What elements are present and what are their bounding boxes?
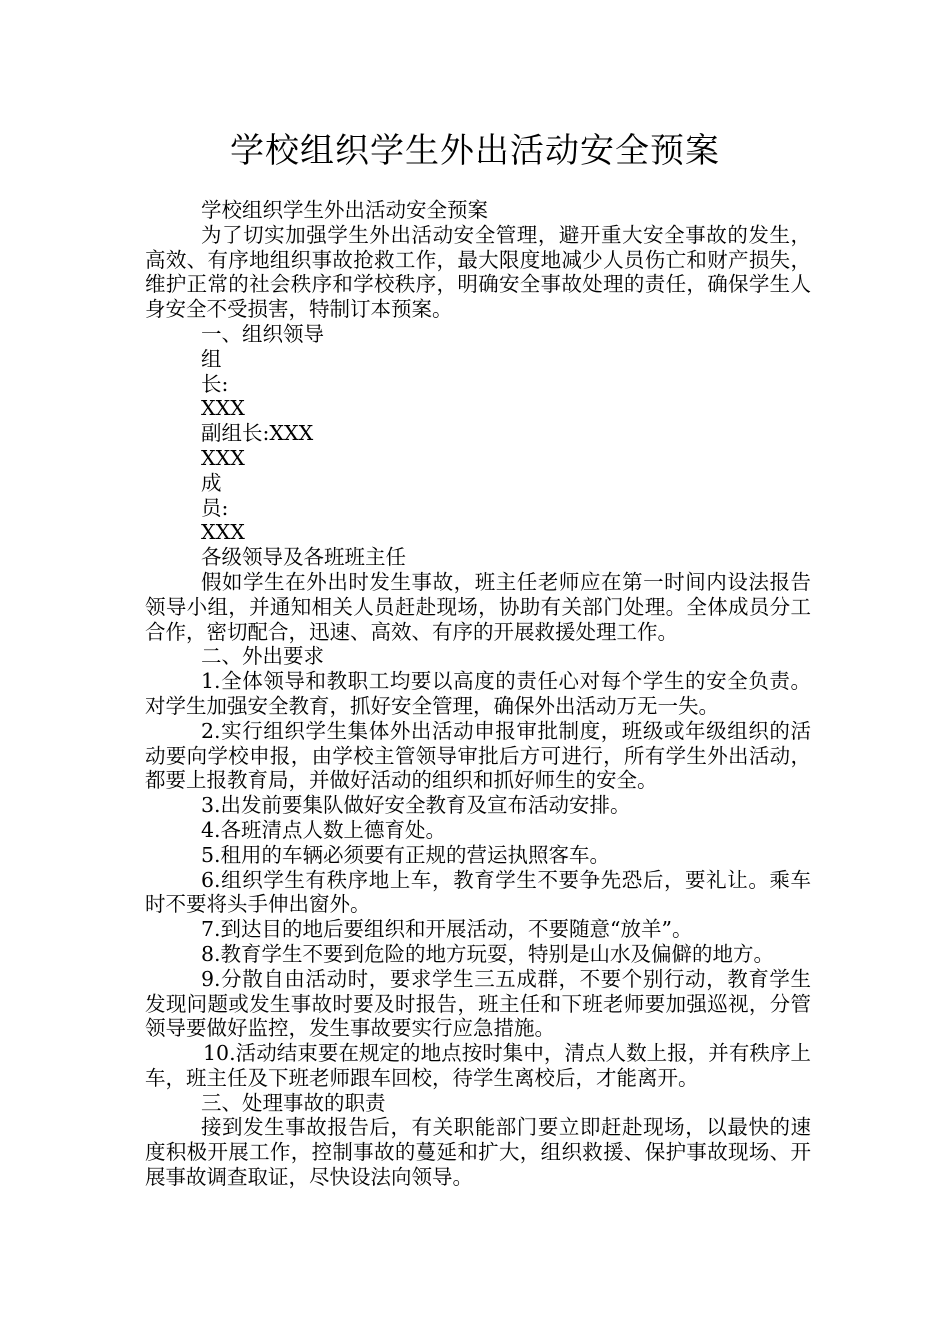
requirement-3: 3.出发前要集队做好安全教育及宣布活动安排。 — [201, 793, 631, 818]
requirement-8: 8.教育学生不要到危险的地方玩耍，特别是山水及偏僻的地方。 — [201, 941, 775, 966]
section-heading-3: 三、处理事故的职责 — [201, 1090, 386, 1115]
paragraph-subtitle: 学校组织学生外出活动安全预案 — [201, 198, 488, 222]
member-name: XXX — [201, 520, 245, 545]
paragraph-duties: 接到发生事故报告后，有关职能部门要立即赶赴现场，以最快的速度积极开展工作，控制事故的蔓延和扩大，组织救援、保护事故现场、开展事故调查取证，尽快设法向领导。 — [145, 1115, 811, 1190]
requirement-9: 9.分散自由活动时，要求学生三五成群，不要个别行动，教育学生发现问题或发生事故时要及时报告，班主任和下班老师要加强巡视，分管领导要做好监控，发生事故要实行应急措施。 — [145, 966, 811, 1041]
document-body — [145, 198, 811, 1190]
requirement-5: 5.租用的车辆必须要有正规的营运执照客车。 — [201, 842, 611, 867]
member-label-part1: 成 — [201, 470, 222, 495]
leader-label-part2: 长: — [201, 371, 229, 396]
paragraph-report: 假如学生在外出时发生事故，班主任老师应在第一时间内设法报告领导小组，并通知相关人员赶赴现场，协助有关部门处理。全体成员分工合作，密切配合，迅速、高效、有序的开展救援处理工作。 — [145, 569, 811, 644]
member-label-part2: 员: — [201, 495, 229, 520]
requirement-4: 4.各班清点人数上德育处。 — [201, 817, 447, 842]
requirement-7: 7.到达目的地后要组织和开展活动，不要随意“放羊”。 — [201, 917, 693, 942]
leader-label-part1: 组 — [201, 346, 222, 371]
requirement-6: 6.组织学生有秩序地上车，教育学生不要争先恐后，要礼让。乘车时不要将头手伸出窗外。 — [145, 867, 811, 917]
section-heading-1: 一、组织领导 — [201, 321, 324, 346]
deputy-leader: 副组长:XXX — [201, 421, 314, 446]
requirement-2: 2.实行组织学生集体外出活动申报审批制度，班级或年级组织的活动要向学校申报，由学校主管领导审批后方可进行，所有学生外出活动，都要上报教育局，并做好活动的组织和抓好师生的安全。 — [145, 718, 811, 793]
requirement-1: 1.全体领导和教职工均要以高度的责任心对每个学生的安全负责。对学生加强安全教育，抓好安全管理，确保外出活动万无一失。 — [145, 669, 811, 718]
requirement-10: 10.活动结束要在规定的地点按时集中，清点人数上报，并有秩序上车，班主任及下班老师跟车回校，待学生离校后，才能离开。 — [145, 1041, 811, 1090]
paragraph-intro: 为了切实加强学生外出活动安全管理，避开重大安全事故的发生，高效、有序地组织事故抢救工作，最大限度地减少人员伤亡和财产损失，维护正常的社会秩序和学校秩序，明确安全事故处理的责任，确保学生人身安全不受损害，特制订本预案。 — [145, 222, 811, 322]
document-title: 学校组织学生外出活动安全预案 — [230, 131, 720, 171]
deputy-leader-name: XXX — [201, 445, 245, 470]
section-heading-2: 二、外出要求 — [201, 644, 324, 669]
member-list: 各级领导及各班班主任 — [201, 545, 406, 570]
leader-name: XXX — [201, 396, 245, 421]
